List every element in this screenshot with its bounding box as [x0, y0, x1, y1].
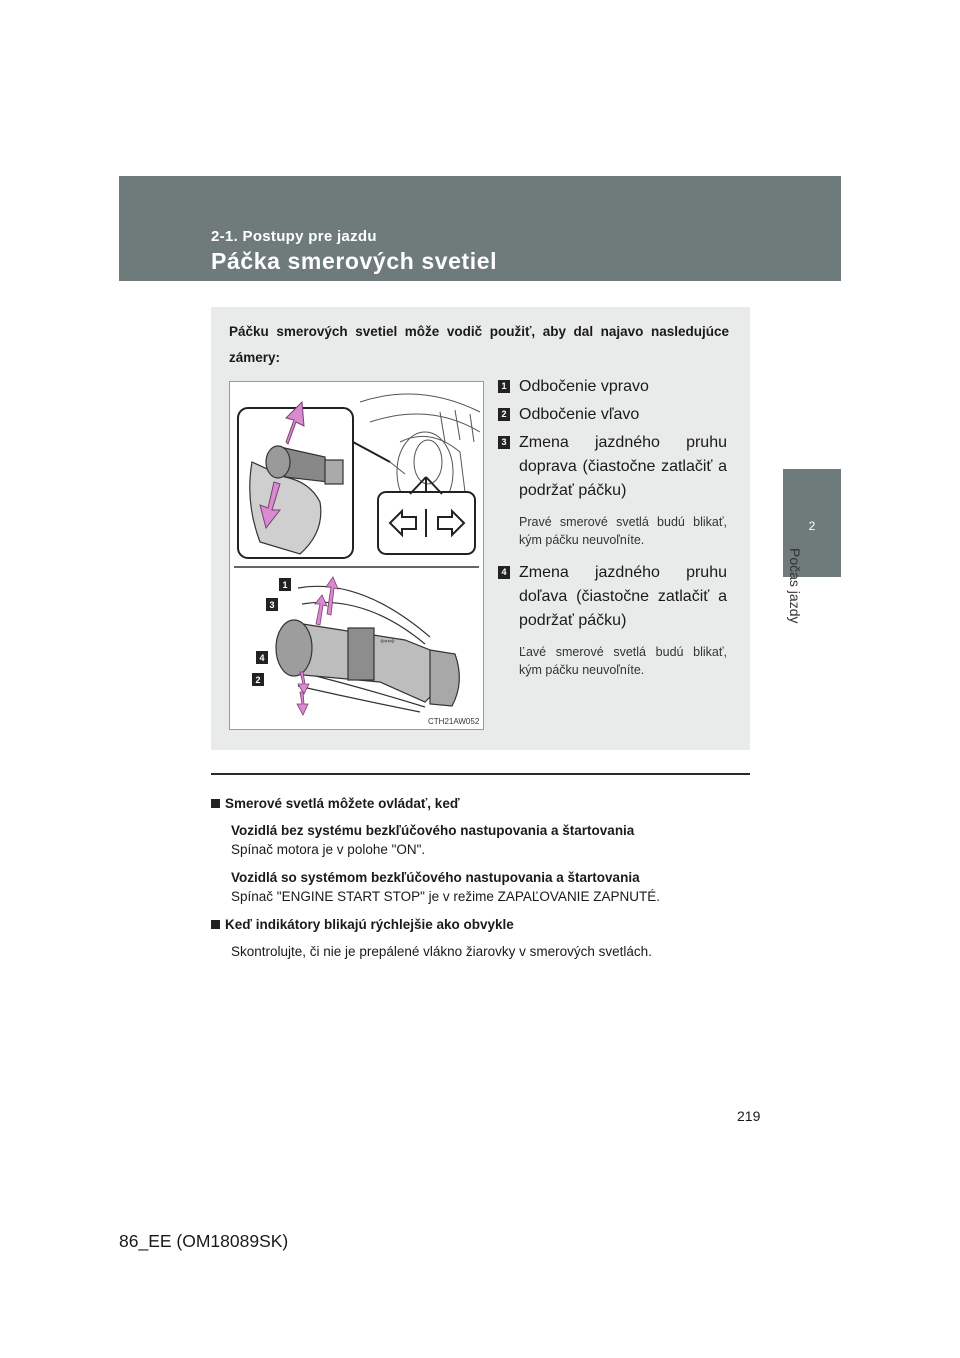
list-item — [498, 403, 727, 427]
subsection-heading: Vozidlá so systémom bezkľúčového nastupovania a štartovania — [231, 870, 640, 885]
item-text: Odbočenie vľavo — [519, 406, 640, 423]
item-number: 3 — [498, 436, 510, 449]
section-heading: Smerové svetlá môžete ovládať, keď — [211, 794, 750, 813]
callout-label: 3 — [269, 600, 275, 610]
item-text: Zmena jazdného pruhu doprava (čiastočne zatlačiť a podržať páčku) — [519, 434, 727, 499]
figure-code: CTH21AW052 — [428, 717, 480, 726]
divider — [211, 773, 750, 775]
subsection — [211, 821, 750, 906]
turn-signal-figure — [229, 381, 484, 730]
list-item — [498, 431, 727, 503]
callout-label: 4 — [259, 653, 265, 663]
chapter-number: 2 — [808, 519, 816, 533]
item-number: 1 — [498, 380, 510, 393]
callout-label: 2 — [255, 675, 261, 685]
lever-illustration — [230, 382, 483, 729]
section-title: 2-1. Postupy pre jazdu — [211, 228, 377, 245]
item-note: Ľavé smerové svetlá budú blikať, kým páčku neuvoľníte. — [519, 645, 727, 677]
svg-text:⇦⇨: ⇦⇨ — [380, 637, 396, 647]
square-bullet-icon — [211, 920, 220, 929]
page-title: Páčka smerových svetiel — [211, 248, 498, 274]
square-bullet-icon — [211, 799, 220, 808]
item-number: 2 — [498, 408, 510, 421]
list-item — [498, 375, 727, 399]
chapter-label: Počas jazdy — [787, 548, 803, 624]
callout-label: 1 — [282, 580, 288, 590]
page-number: 219 — [737, 1108, 761, 1124]
subsection-text: Spínač "ENGINE START STOP" je v režime ZAPAĽOVANIE ZAPNUTÉ. — [231, 889, 660, 904]
list-item — [498, 561, 727, 633]
item-note: Pravé smerové svetlá budú blikať, kým páčku neuvoľníte. — [519, 515, 727, 547]
item-text: Odbočenie vpravo — [519, 378, 649, 395]
info-box — [211, 307, 750, 750]
section-heading: Keď indikátory blikajú rýchlejšie ako obvykle — [211, 915, 750, 934]
item-text: Zmena jazdného pruhu doľava (čiastočne zatlačiť a podržať páčku) — [519, 564, 727, 629]
subsection-text: Spínač motora je v polohe "ON". — [231, 842, 426, 857]
subsection-text: Skontrolujte, či nie je prepálené vlákno žiarovky v smerových svetlách. — [231, 944, 652, 959]
page-header — [119, 176, 841, 281]
subsection-heading: Vozidlá bez systému bezkľúčového nastupovania a štartovania — [231, 823, 635, 838]
item-list — [498, 375, 727, 691]
notes-section — [211, 794, 750, 966]
item-number: 4 — [498, 566, 510, 579]
footer-code: 86_EE (OM18089SK) — [119, 1231, 289, 1251]
intro-text: Páčku smerových svetiel môže vodič použiť, aby dal najavo nasledujúce zámery: — [229, 324, 729, 365]
subsection — [211, 942, 750, 961]
